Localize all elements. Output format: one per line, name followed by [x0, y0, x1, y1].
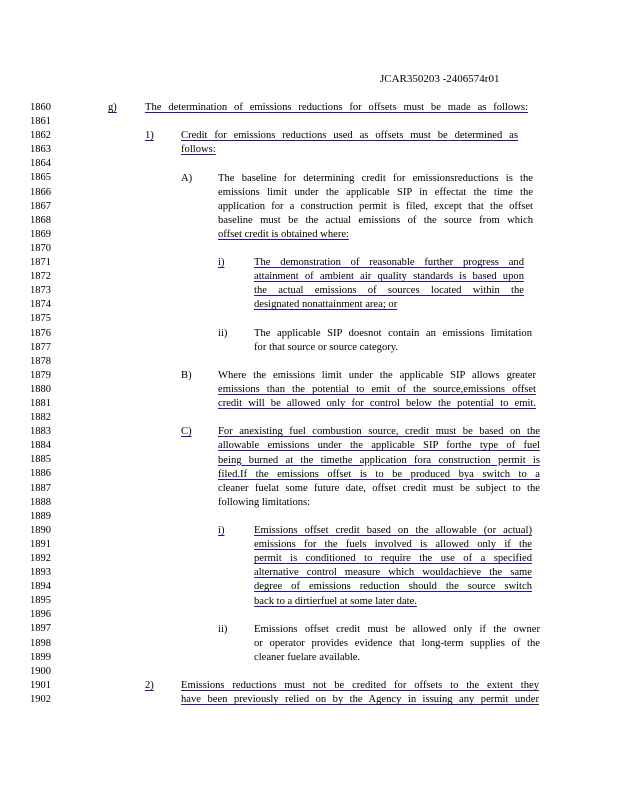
paragraph-marker: ii) [218, 623, 228, 635]
text-line: follows: [181, 144, 216, 156]
text-line: cleaner fuelare available. [254, 651, 361, 663]
line-number: 1888 [30, 496, 51, 508]
text-line: Credit for emissions reductions used as offsets must be determined as [181, 130, 518, 142]
line-number: 1882 [30, 412, 51, 424]
paragraph-marker: i) [218, 525, 225, 536]
paragraph-marker: ii) [218, 327, 228, 339]
line-number: 1886 [30, 468, 51, 480]
line-number: 1870 [30, 242, 51, 254]
line-number: 1860 [30, 102, 51, 113]
text-line: back to a dirtierfuel at some later date. [254, 595, 417, 607]
line-number: 1900 [30, 665, 51, 677]
line-number: 1895 [30, 595, 51, 607]
paragraph-marker: i) [218, 257, 225, 269]
line-number: 1896 [30, 609, 51, 621]
line-number: 1901 [30, 679, 51, 691]
line-number: 1867 [30, 200, 51, 212]
paragraph-marker: C) [181, 426, 192, 438]
line-number: 1891 [30, 538, 51, 550]
text-line: cleaner fuelat some future date, offset credit must be subject to the [218, 482, 540, 494]
line-number: 1887 [30, 482, 51, 494]
text-line: credit will be allowed only for control below the potential to emit. [218, 398, 536, 410]
document-header-code: JCAR350203 -2406574r01 [380, 73, 500, 85]
line-number: 1862 [30, 130, 51, 142]
text-line: Emissions offset credit based on the allowable (or actual) [254, 525, 532, 536]
line-number: 1871 [30, 257, 51, 269]
text-line: the actual emissions of sources located within the [254, 285, 524, 297]
line-number: 1898 [30, 637, 51, 649]
paragraph-marker: B) [181, 369, 192, 381]
text-line: emissions limit under the applicable SIP in effectat the time the [218, 186, 533, 198]
line-number: 1893 [30, 567, 51, 579]
text-line: Emissions offset credit must be allowed only if the owner [254, 623, 540, 635]
line-number: 1892 [30, 553, 51, 564]
text-line: filed.If the emissions offset is to be produced bya switch to a [218, 468, 540, 480]
line-number: 1875 [30, 313, 51, 325]
text-line: The determination of emissions reductions for offsets must be made as follows: [145, 102, 528, 113]
paragraph-marker: A) [181, 172, 193, 184]
line-number: 1866 [30, 186, 51, 198]
line-number: 1880 [30, 383, 51, 395]
text-line: permit is conditioned to require the use of a specified [254, 553, 532, 565]
text-line: application for a construction permit is filed, except that the offset [218, 200, 533, 212]
line-number: 1890 [30, 524, 51, 536]
text-line: baseline must be the actual emissions of the source from which [218, 214, 533, 226]
line-number: 1873 [30, 285, 51, 297]
line-number: 1876 [30, 327, 51, 339]
line-number: 1877 [30, 341, 51, 353]
line-number: 1899 [30, 651, 51, 663]
text-line: emissions than the potential to emit of the source,emissions offset [218, 384, 536, 395]
paragraph-marker: g) [108, 102, 117, 113]
text-line: or operator provides evidence that long-term supplies of the [254, 637, 540, 649]
text-line: have been previously relied on by the Agency in issuing any permit under [181, 694, 539, 706]
text-line: offset credit is obtained where: [218, 228, 350, 240]
line-number: 1863 [30, 144, 51, 156]
paragraph-marker: 1) [145, 130, 154, 142]
line-number: 1874 [30, 299, 51, 311]
text-line: alternative control measure which wouldachieve the same [254, 567, 532, 579]
line-number: 1902 [30, 693, 51, 705]
text-line: The baseline for determining credit for emissionsreductions is the [218, 172, 533, 184]
text-line: for that source or source category. [254, 341, 399, 353]
line-number: 1864 [30, 158, 51, 170]
text-line: Emissions reductions must not be credited for offsets to the extent they [181, 680, 539, 692]
line-number: 1894 [30, 581, 51, 593]
text-line: For anexisting fuel combustion source, credit must be based on the [218, 426, 540, 438]
text-line: designated nonattainment area; or [254, 299, 398, 311]
line-number: 1881 [30, 397, 51, 409]
line-number: 1865 [30, 172, 51, 184]
text-line: degree of emissions reduction should the source switch [254, 581, 532, 593]
text-line: attainment of ambient air quality standards is based upon [254, 271, 524, 283]
paragraph-marker: 2) [145, 680, 154, 692]
text-line: Where the emissions limit under the applicable SIP allows greater [218, 369, 536, 381]
text-line: emissions for the fuels involved is allowed only if the [254, 539, 532, 551]
text-line: The demonstration of reasonable further progress and [254, 257, 524, 269]
line-number-column [30, 101, 58, 707]
text-line: The applicable SIP doesnot contain an emissions limitation [254, 327, 532, 339]
line-number: 1884 [30, 440, 51, 452]
line-number: 1872 [30, 271, 51, 283]
line-number: 1883 [30, 426, 51, 438]
line-number: 1868 [30, 214, 51, 226]
line-number: 1885 [30, 454, 51, 466]
line-number: 1869 [30, 228, 51, 240]
line-number: 1889 [30, 510, 51, 522]
text-line: following limitations: [218, 496, 311, 508]
line-number: 1878 [30, 355, 51, 367]
text-line: allowable emissions under the applicable SIP forthe type of fuel [218, 440, 540, 452]
line-number: 1897 [30, 623, 51, 635]
line-number: 1879 [30, 369, 51, 381]
line-number: 1861 [30, 116, 51, 128]
text-line: being burned at the timethe application fora construction permit is [218, 454, 540, 466]
